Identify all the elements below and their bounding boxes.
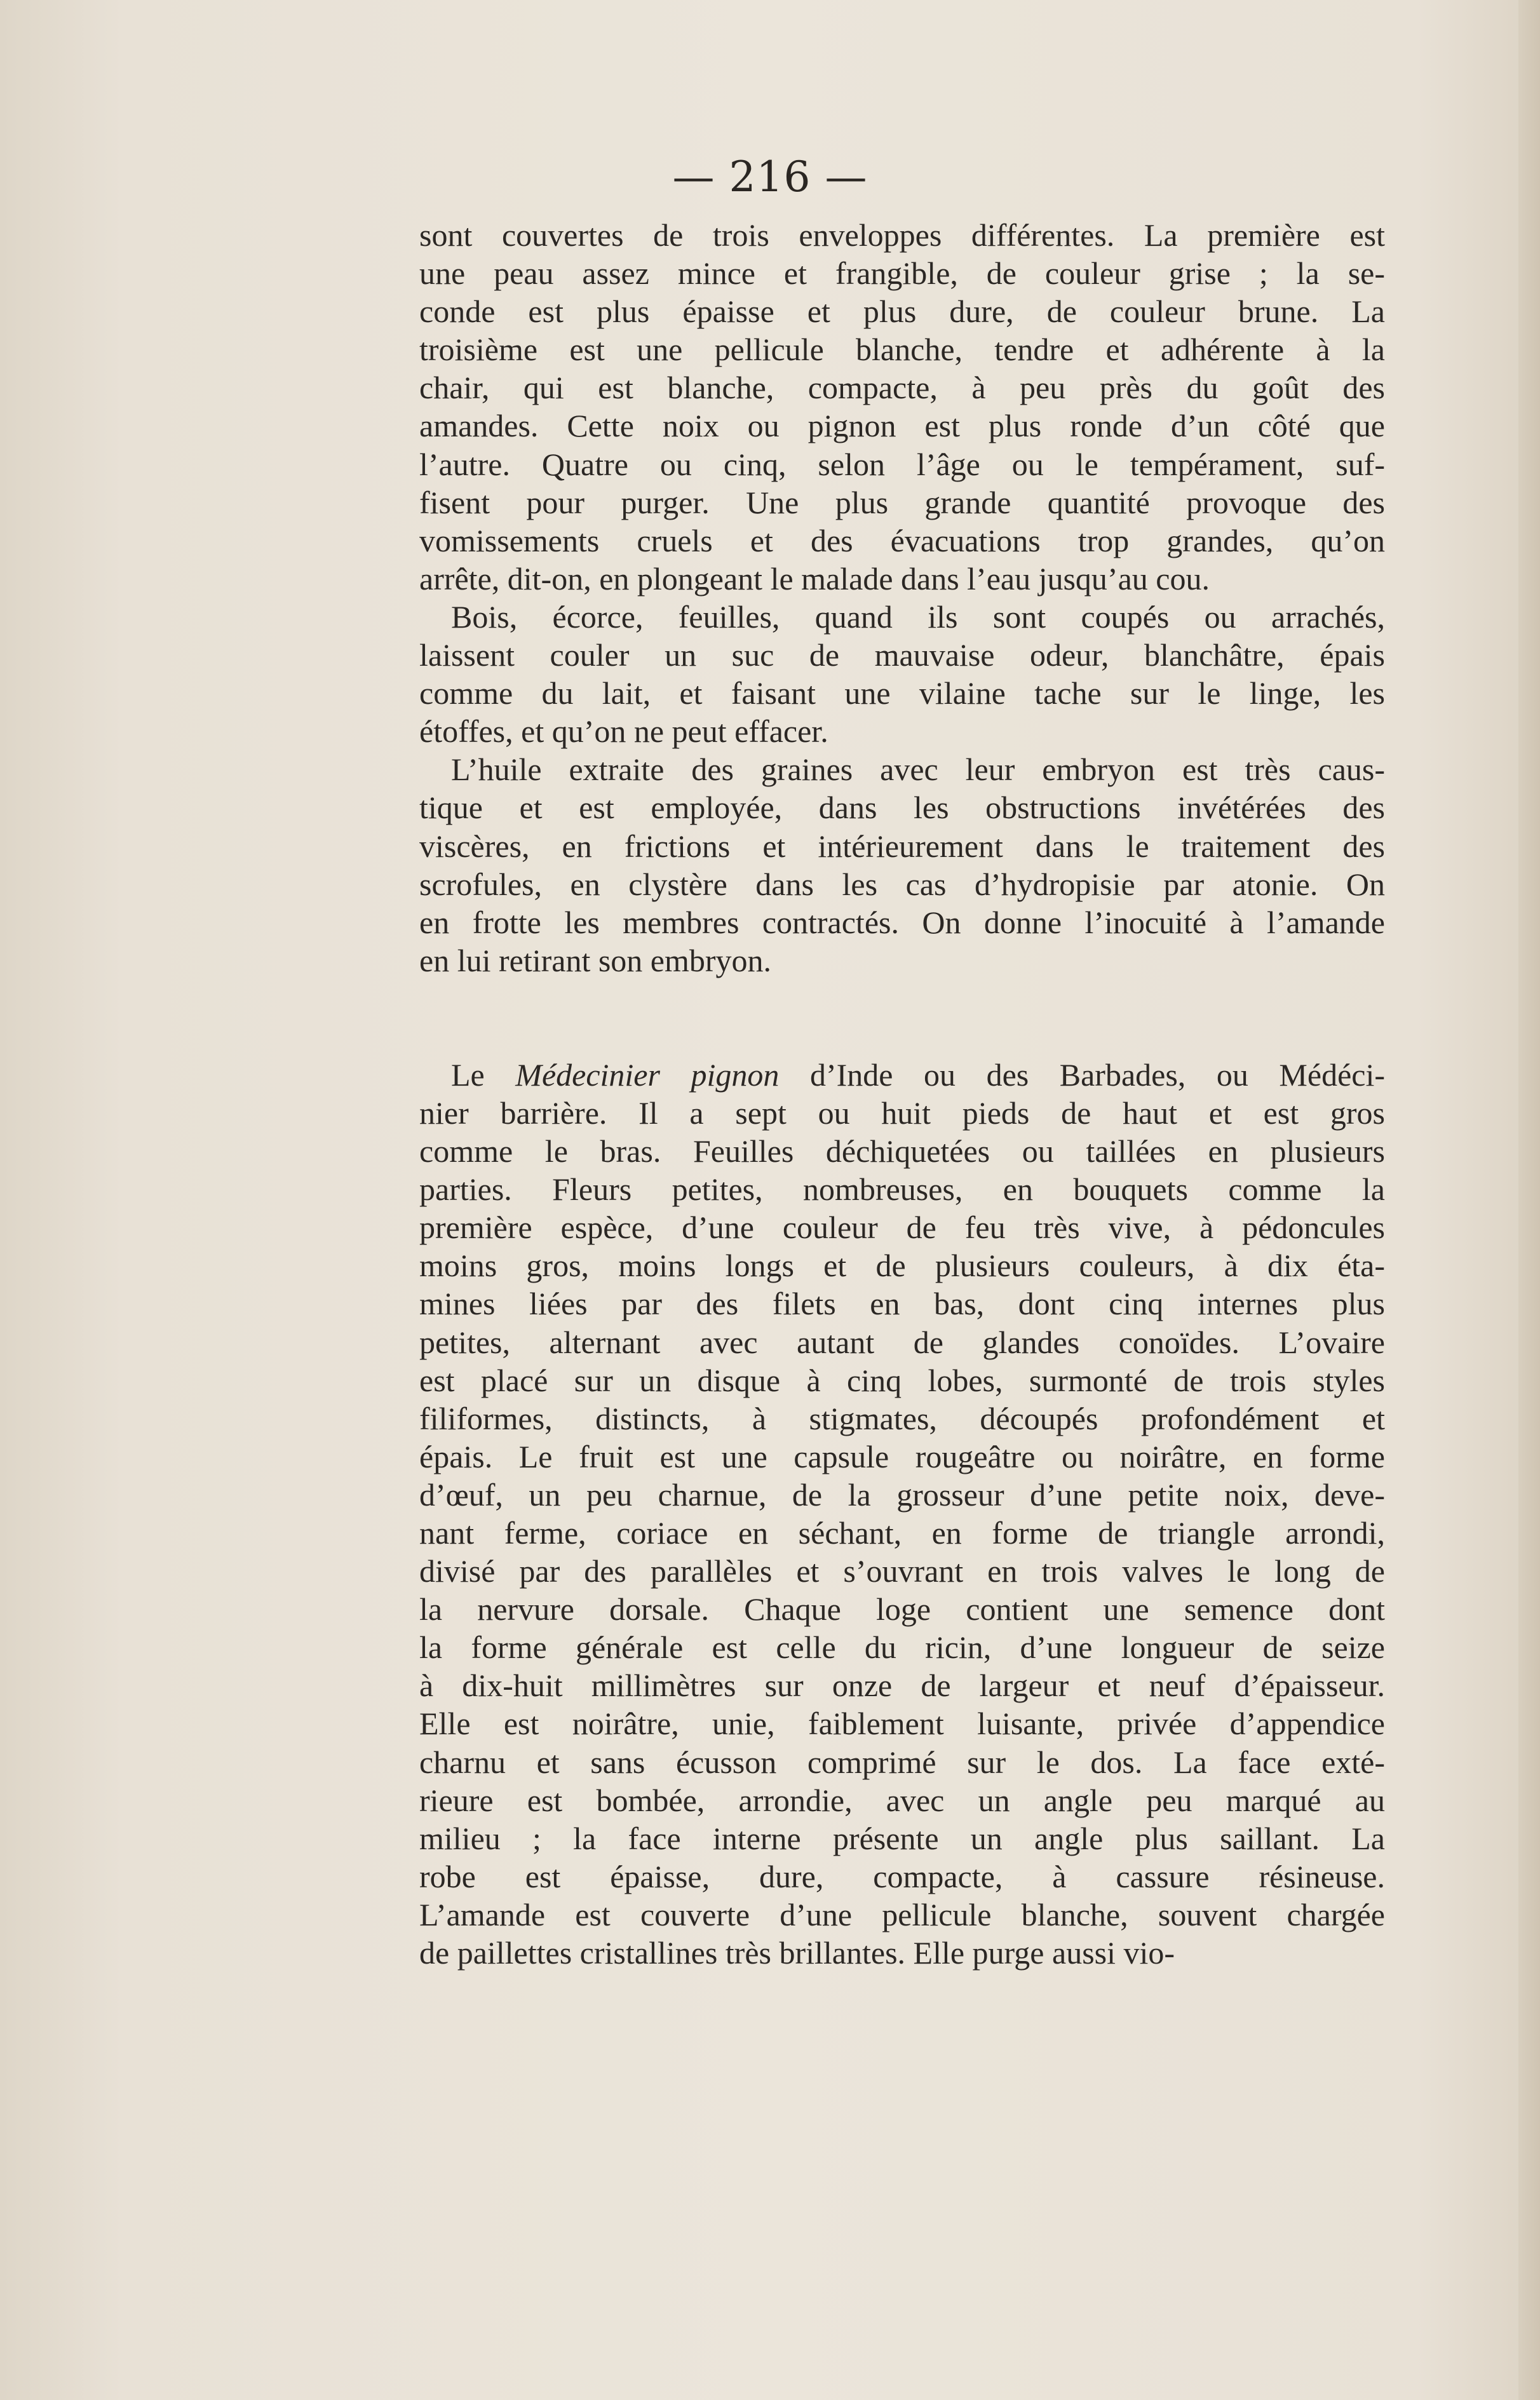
text-line: une peau assez mince et frangible, de couleur grise ; la se- (419, 255, 1385, 292)
text-line: Elle est noirâtre, unie, faiblement luisante, privée d’appendice (419, 1706, 1385, 1742)
text-line: fisent pour purger. Une plus grande quantité provoque des (419, 484, 1385, 520)
text-line: rieure est bombée, arrondie, avec un angle peu marqué au (419, 1782, 1385, 1818)
text-line: mines liées par des filets en bas, dont cinq internes plus (419, 1286, 1385, 1322)
text-line: divisé par des parallèles et s’ouvrant en trois valves le long de (419, 1553, 1385, 1589)
text-line: conde est plus épaisse et plus dure, de couleur brune. La (419, 293, 1385, 330)
text-line: scrofules, en clystère dans les cas d’hydropisie par atonie. On (419, 866, 1385, 902)
text-line: nant ferme, coriace en séchant, en forme de triangle arrondi, (419, 1515, 1385, 1551)
paragraph-gap (419, 980, 1385, 1056)
page-edge-shadow (1518, 0, 1540, 2400)
paragraph-seed-envelopes (419, 216, 1385, 598)
text-line: L’amande est couverte d’une pellicule blanche, souvent chargée (419, 1896, 1385, 1932)
text-line: troisième est une pellicule blanche, tendre et adhérente à la (419, 332, 1385, 368)
text-line: de paillettes cristallines très brillantes. Elle purge aussi vio- (419, 1935, 1175, 1971)
body-text (419, 216, 1385, 1972)
page-number: — 216 — (672, 152, 868, 201)
text-line: étoffes, et qu’on ne peut effacer. (419, 713, 828, 750)
text-line: la forme générale est celle du ricin, d’une longueur de seize (419, 1629, 1385, 1666)
text-line: petites, alternant avec autant de glandes conoïdes. L’ovaire (419, 1324, 1385, 1360)
text-line: vomissements cruels et des évacuations trop grandes, qu’on (419, 522, 1385, 558)
text-line: charnu et sans écusson comprimé sur le dos. La face exté- (419, 1744, 1385, 1780)
text-line: épais. Le fruit est une capsule rougeâtre ou noirâtre, en forme (419, 1438, 1385, 1474)
paragraph-wood-sap (419, 598, 1385, 750)
text-line: d’œuf, un peu charnue, de la grosseur d’une petite noix, deve- (419, 1476, 1385, 1513)
text-line: filiformes, distincts, à stigmates, découpés profondément et (419, 1400, 1385, 1436)
text-line: laissent couler un suc de mauvaise odeur, blanchâtre, épais (419, 637, 1385, 673)
text-line: moins gros, moins longs et de plusieurs couleurs, à dix éta- (419, 1248, 1385, 1284)
text-line: arrête, dit-on, en plongeant le malade dans l’eau jusqu’au cou. (419, 560, 1210, 597)
text-line: robe est épaisse, dure, compacte, à cassure résineuse. (419, 1858, 1385, 1894)
text-line: milieu ; la face interne présente un angle plus saillant. La (419, 1820, 1385, 1856)
text-line: parties. Fleurs petites, nombreuses, en bouquets comme la (419, 1171, 1385, 1208)
text-line: Bois, écorce, feuilles, quand ils sont coupés ou arrachés, (451, 598, 1385, 635)
text-line: amandes. Cette noix ou pignon est plus ronde d’un côté que (419, 408, 1385, 444)
text-line: la nervure dorsale. Chaque loge contient une semence dont (419, 1591, 1385, 1628)
text-line: chair, qui est blanche, compacte, à peu près du goût des (419, 370, 1385, 406)
text-line: comme du lait, et faisant une vilaine tache sur le linge, les (419, 675, 1385, 711)
text-line: à dix-huit millimètres sur onze de largeur et neuf d’épaisseur. (419, 1668, 1385, 1704)
paragraph-medecinier-pignon (419, 1056, 1385, 1972)
text-line: tique et est employée, dans les obstructions invétérées des (419, 790, 1385, 826)
paragraph-oil-uses (419, 750, 1385, 980)
text-line: sont couvertes de trois enveloppes différentes. La première est (419, 217, 1385, 253)
text-line: l’autre. Quatre ou cinq, selon l’âge ou le tempérament, suf- (419, 446, 1385, 482)
text-line: viscères, en frictions et intérieurement dans le traitement des (419, 828, 1385, 864)
text-line: Le Médecinier pignon d’Inde ou des Barbades, ou Médéci- (451, 1056, 1385, 1093)
text-line: L’huile extraite des graines avec leur embryon est très caus- (451, 752, 1385, 788)
text-line: comme le bras. Feuilles déchiquetées ou taillées en plusieurs (419, 1133, 1385, 1170)
text-line: première espèce, d’une couleur de feu très vive, à pédoncules (419, 1210, 1385, 1246)
text-line: en frotte les membres contractés. On donne l’inocuité à l’amande (419, 904, 1385, 940)
text-line: est placé sur un disque à cinq lobes, surmonté de trois styles (419, 1362, 1385, 1398)
text-line: en lui retirant son embryon. (419, 942, 772, 978)
text-line: nier barrière. Il a sept ou huit pieds de haut et est gros (419, 1095, 1385, 1131)
